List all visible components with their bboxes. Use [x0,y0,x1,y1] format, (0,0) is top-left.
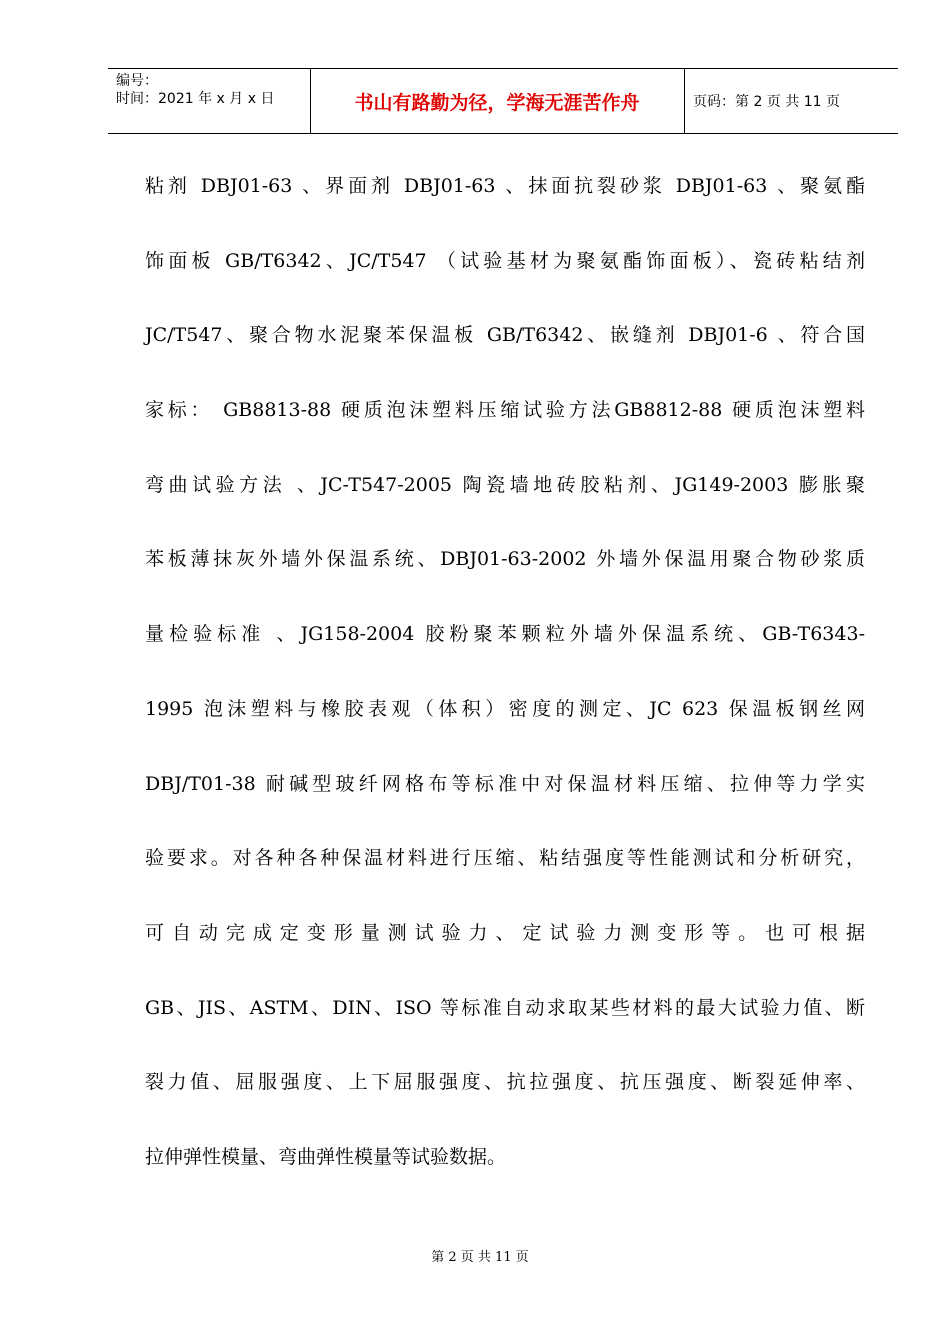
body-line: 弯曲试验方法 、JC-T547-2005 陶瓷墙地砖胶粘剂、JG149-2003 膨胀聚 [145,473,865,496]
body-line: 苯板薄抹灰外墙外保温系统、DBJ01-63-2002 外墙外保温用聚合物砂浆质 [145,548,865,571]
body-line: 可自动完成定变形量测试验力、定试验力测变形等。也可根据 [145,921,865,944]
document-body [145,166,865,1212]
body-line: GB、JIS、ASTM、DIN、ISO 等标准自动求取某些材料的最大试验力值、断 [145,996,865,1019]
body-line: DBJ/T01-38 耐碱型玻纤网格布等标准中对保温材料压缩、拉伸等力学实 [145,772,865,795]
body-line: 量检验标准 、JG158-2004 胶粉聚苯颗粒外墙外保温系统、GB-T6343- [145,623,865,646]
header-meta [108,69,310,133]
page-footer: 第 2 页 共 11 页 [431,1250,529,1265]
body-line: 家标： GB8813-88 硬质泡沫塑料压缩试验方法GB8812-88 硬质泡沫塑料 [145,399,865,422]
body-line: 饰面板 GB/T6342、JC/T547 （试验基材为聚氨酯饰面板）、瓷砖粘结剂 [145,249,865,272]
body-line: 粘剂 DBJ01-63 、界面剂 DBJ01-63 、抹面抗裂砂浆 DBJ01-63 、聚氨酯 [145,175,865,197]
body-line: 1995 泡沫塑料与橡胶表观（体积）密度的测定、JC 623 保温板钢丝网 [145,697,865,720]
body-line: JC/T547、聚合物水泥聚苯保温板 GB/T6342、嵌缝剂 DBJ01-6 、符合国 [145,324,865,347]
document-date-label: 时间：2021 年 x 月 x 日 [116,91,275,107]
body-line: 裂力值、屈服强度、上下屈服强度、抗拉强度、抗压强度、断裂延伸率、 [145,1071,865,1094]
header-motto: 书山有路勤为径，学海无涯苦作舟 [354,91,640,114]
body-line: 验要求。对各种各种保温材料进行压缩、粘结强度等性能测试和分析研究， [145,847,865,870]
page-header [108,68,898,134]
document-number-label: 编号： [116,73,158,89]
body-line: 拉伸弹性模量、弯曲弹性模量等试验数据。 [145,1145,507,1168]
header-page-number: 页码：第 2 页 共 11 页 [693,94,840,110]
